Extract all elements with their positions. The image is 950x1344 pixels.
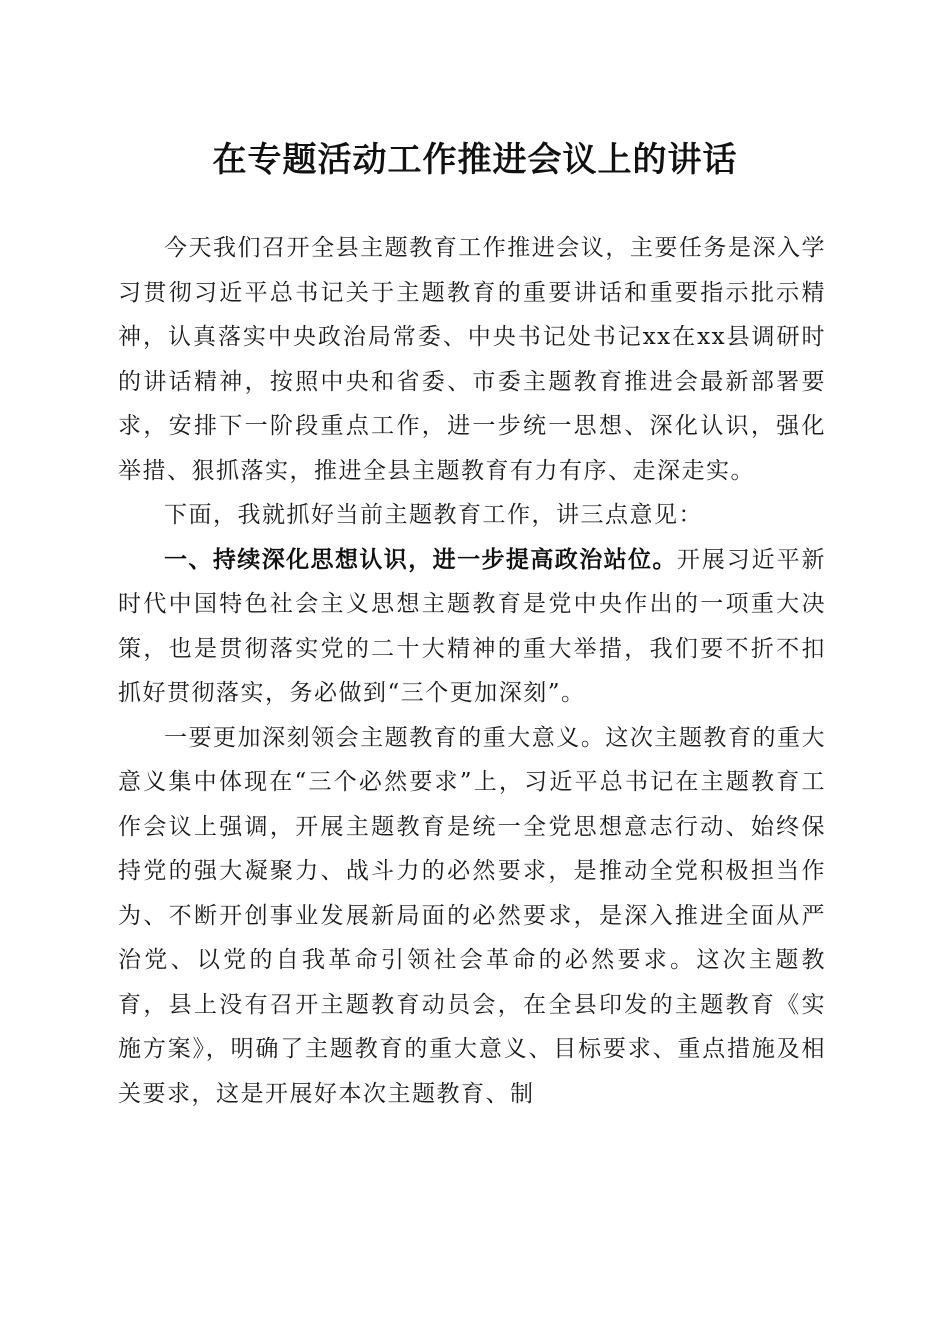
document-body <box>118 226 826 1116</box>
paragraph-section-one <box>118 538 826 716</box>
paragraph-intro: 下面，我就抓好当前主题教育工作，讲三点意见： <box>164 502 703 528</box>
document-title: 在专题活动工作推进会议上的讲话 <box>212 140 738 180</box>
paragraph-opening: 今天我们召开全县主题教育工作推进会议，主要任务是深入学习贯彻习近平总书记关于主题教育的重要讲话和重要指示批示精神，认真落实中央政治局常委、中央书记处书记xx在xx县调研时的讲话精神，按照中央和省委、市委主题教育推进会最新部署要求，安排下一阶段重点工作，进一步统一思想、深化认识，强化举措、狠抓落实，推进全县主题教育有力有序、走深走实。 <box>118 235 826 484</box>
paragraph-point-one: 一要更加深刻领会主题教育的重大意义。这次主题教育的重大意义集中体现在“三个必然要求”上，习近平总书记在主题教育工作会议上强调，开展主题教育是统一全党思想意志行动、始终保持党的强大凝聚力、战斗力的必然要求，是推动全党积极担当作为、不断开创事业发展新局面的必然要求，是深入推进全面从严治党、以党的自我革命引领社会革命的必然要求。这次主题教育，县上没有召开主题教育动员会，在全县印发的主题教育《实施方案》，明确了主题教育的重大意义、目标要求、重点措施及相关要求，这是开展好本次主题教育、制 <box>118 724 826 1107</box>
section-heading: 一、持续深化思想认识，进一步提高政治站位。 <box>164 546 677 573</box>
section-text: 开展习近平新时代中国特色社会主义思想主题教育是党中央作出的一项重大决策，也是贯彻落实党的二十大精神的重大举措，我们要不折不扣抓好贯彻落实，务必做到“三个更加深刻”。 <box>118 546 827 706</box>
